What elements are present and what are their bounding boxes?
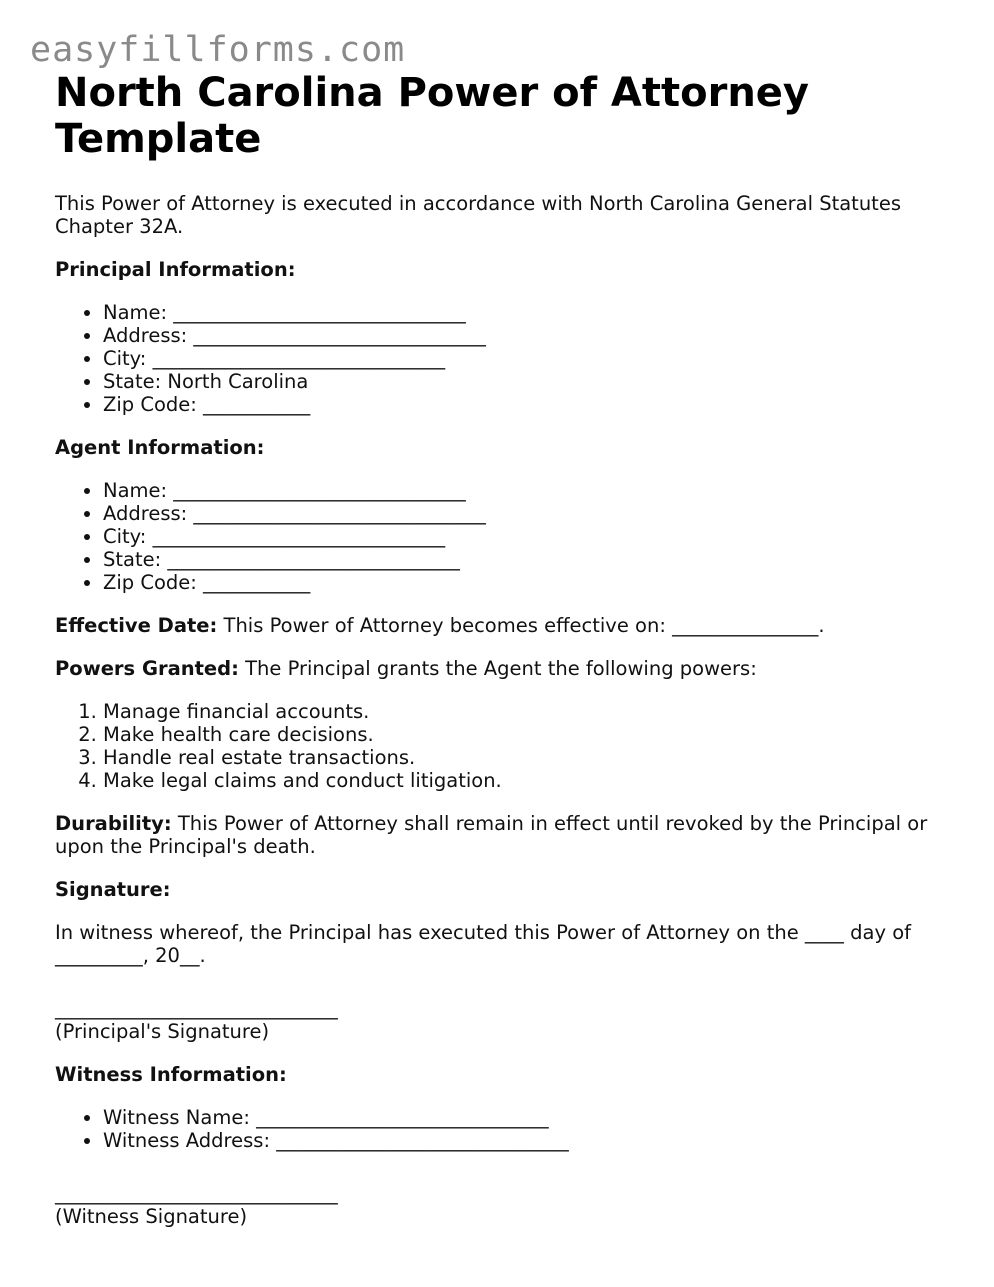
agent-city-field: • City: ______________________________	[103, 525, 935, 548]
intro-paragraph: This Power of Attorney is executed in accordance with North Carolina General Statutes Chapter 32A.	[55, 192, 901, 238]
agent-state-field: • State: ______________________________	[103, 548, 935, 571]
principal-list	[55, 301, 935, 416]
witness-signature-line: _____________________________	[55, 1182, 338, 1205]
witness-name-field: • Witness Name: ______________________________	[103, 1106, 935, 1129]
power-item: 3. Handle real estate transactions.	[103, 746, 935, 769]
effective-date-paragraph	[55, 614, 935, 637]
agent-name-field: • Name: ______________________________	[103, 479, 935, 502]
powers-text: The Principal grants the Agent the following powers:	[238, 657, 757, 680]
principal-heading: Principal Information:	[55, 258, 296, 281]
principal-name-field: • Name: ______________________________	[103, 301, 935, 324]
effective-date-text: This Power of Attorney becomes effective on: _______________.	[217, 614, 825, 637]
principal-city-field: • City: ______________________________	[103, 347, 935, 370]
durability-paragraph	[55, 812, 935, 858]
witness-heading: Witness Information:	[55, 1063, 287, 1086]
agent-list	[55, 479, 935, 594]
principal-signature-line: _____________________________	[55, 997, 338, 1020]
principal-address-field: • Address: ______________________________	[103, 324, 935, 347]
powers-list	[55, 700, 935, 792]
agent-address-field: • Address: ______________________________	[103, 502, 935, 525]
witness-address-field: • Witness Address: ______________________________	[103, 1129, 935, 1152]
witness-signature-label: (Witness Signature)	[55, 1205, 248, 1228]
durability-text: This Power of Attorney shall remain in effect until revoked by the Principal or upon the Principal's death.	[55, 812, 928, 858]
power-item: 2. Make health care decisions.	[103, 723, 935, 746]
durability-label: Durability:	[55, 812, 172, 835]
power-item: 4. Make legal claims and conduct litigation.	[103, 769, 935, 792]
page-title: North Carolina Power of Attorney Template	[55, 70, 810, 162]
watermark: easyfillforms.com	[30, 30, 406, 70]
signature-paragraph: In witness whereof, the Principal has executed this Power of Attorney on the ____ day of _________, 20__.	[55, 921, 911, 967]
power-item: 1. Manage financial accounts.	[103, 700, 935, 723]
effective-date-label: Effective Date:	[55, 614, 218, 637]
signature-heading: Signature:	[55, 878, 171, 901]
powers-label: Powers Granted:	[55, 657, 239, 680]
agent-heading: Agent Information:	[55, 436, 265, 459]
witness-list	[55, 1106, 935, 1152]
principal-signature-label: (Principal's Signature)	[55, 1020, 270, 1043]
principal-state-field: • State: North Carolina	[103, 370, 935, 393]
principal-zip-field: • Zip Code: ___________	[103, 393, 935, 416]
powers-paragraph	[55, 657, 935, 680]
document-page	[55, 70, 935, 1228]
agent-zip-field: • Zip Code: ___________	[103, 571, 935, 594]
